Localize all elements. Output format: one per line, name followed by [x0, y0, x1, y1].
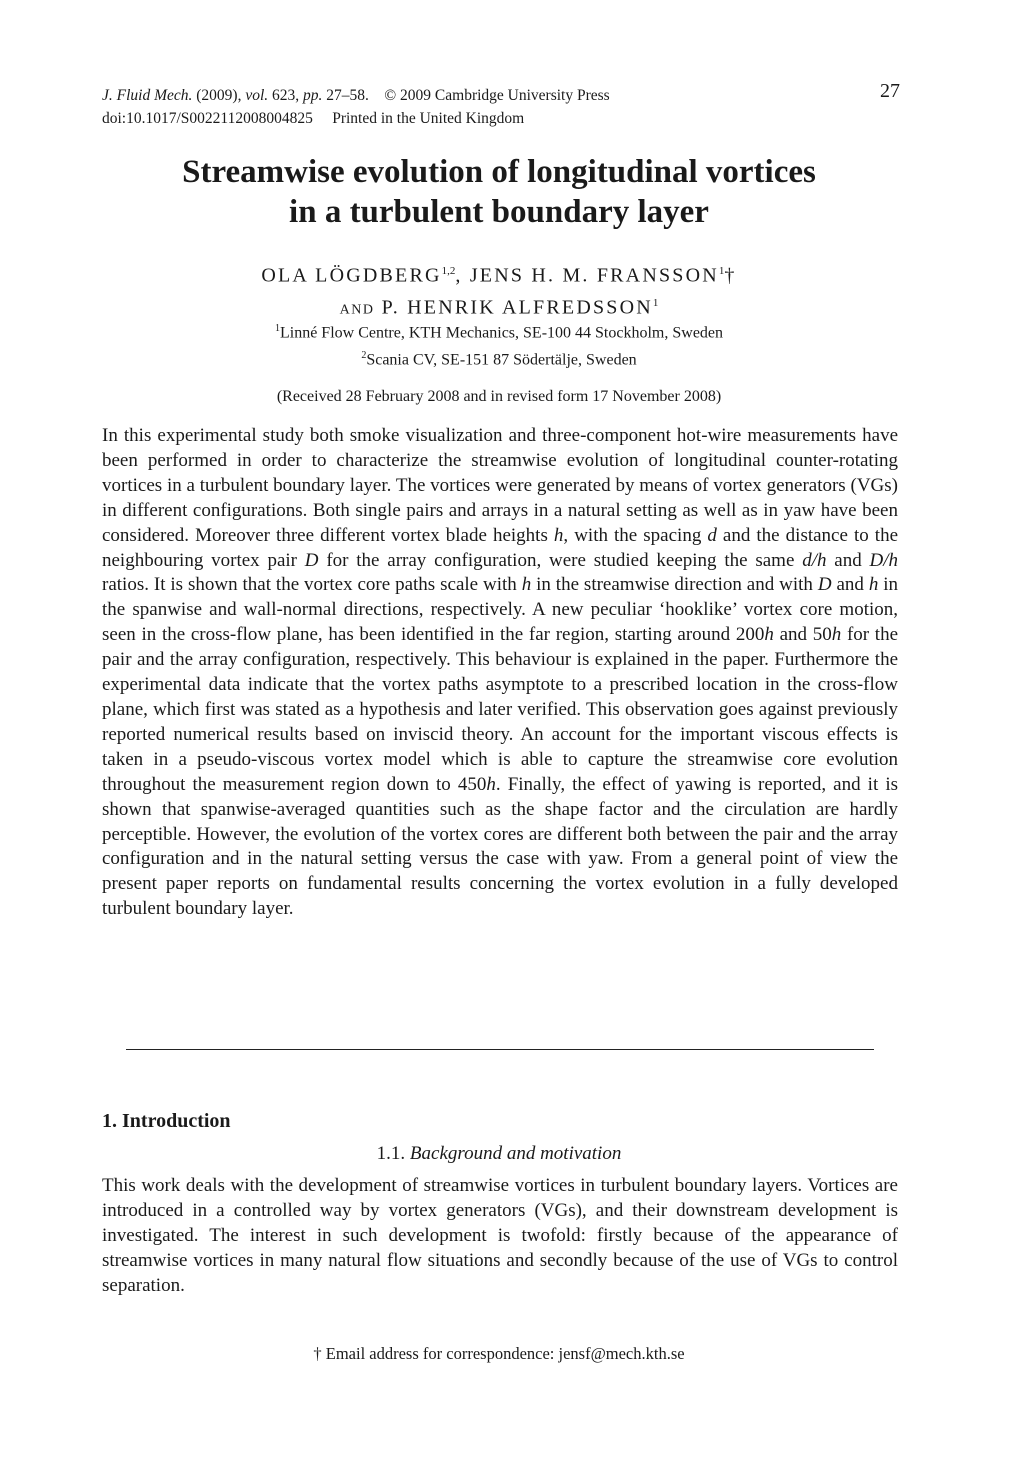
- author-name: P. HENRIK ALFREDSSON: [381, 296, 653, 319]
- affiliation-2: [102, 345, 896, 371]
- page-number: 27: [880, 80, 900, 102]
- doi-line: [102, 107, 902, 130]
- author-line-1: [102, 258, 896, 290]
- abstract: [102, 424, 898, 922]
- math-symbol: h: [868, 574, 879, 596]
- math-symbol: D: [304, 549, 319, 571]
- copyright-notice: © 2009 Cambridge University Press: [384, 87, 610, 104]
- journal-name: J. Fluid Mech.: [102, 87, 193, 104]
- affiliation-sup: 1: [274, 323, 280, 334]
- abstract-text: In this experimental study both smoke visualization and three-component hot-wire measurements have been performed in order to characterize the streamwise evolution of longitudinal counter-rotating vortices in a turbulent boundary layer. The vortices were generated by means of vortex generators (VGs) in different configurations. Both single pairs and arrays in a natural setting as well as in yaw have been considered. Moreover three different vortex blade heights: [102, 425, 898, 546]
- doi: doi:10.1017/S0022112008004825: [102, 110, 313, 127]
- title-line-2: in a turbulent boundary layer: [289, 194, 709, 230]
- abstract-text: . Finally, the effect of yawing is reported, and it is shown that spanwise-averaged quantities such as the shape factor and the circulation are hardly perceptible. However, the evolution of the vortex cores are different both between the pair and the array configuration and in the natural setting versus the case with yaw. From a general point of view the present paper reports on fundamental results concerning the vortex evolution in a fully developed turbulent boundary layer.: [102, 773, 898, 920]
- math-symbol: h: [521, 574, 532, 596]
- abstract-text: and: [831, 574, 869, 596]
- author-affil-sup: 1,2: [441, 265, 456, 277]
- math-symbol: h: [553, 524, 564, 546]
- math-symbol: d/h: [802, 549, 827, 571]
- section-heading: 1. Introduction: [102, 1110, 231, 1132]
- math-symbol: D/h: [869, 549, 898, 571]
- vol-label: vol.: [245, 87, 269, 104]
- journal-year: (2009),: [196, 87, 242, 104]
- corresponding-dagger: †: [724, 264, 737, 287]
- math-symbol: d: [707, 524, 717, 546]
- author-name: OLA LÖGDBERG: [261, 264, 442, 287]
- abstract-text: in the spanwise and wall-normal directions, respectively. A new peculiar ‘hooklike’ vortex core motion, seen in the cross-flow plane, has been identified in the far region, starting around 200: [102, 574, 899, 646]
- footnote: † Email address for correspondence: jensf@mech.kth.se: [313, 1344, 685, 1363]
- intro-paragraph: This work deals with the development of streamwise vortices in turbulent boundary layers. Vortices are introduced in a controlled way by vortex generators (VGs), and their downstream development is investigated. The interest in such development is twofold: firstly because of the appearance of streamwise vortices in many natural flow situations and secondly because of the use of VGs to control separation.: [102, 1175, 898, 1296]
- paper-title: [102, 152, 896, 232]
- math-symbol: h: [831, 624, 842, 646]
- abstract-divider: [126, 1049, 874, 1050]
- abstract-text: in the streamwise direction and with: [531, 574, 818, 596]
- abstract-text: and 50: [773, 624, 832, 646]
- abstract-text: ratios. It is shown that the vortex core paths scale with: [102, 574, 522, 596]
- author-list: [102, 258, 896, 323]
- abstract-text: and: [826, 549, 870, 571]
- journal-pages: 27–58.: [326, 87, 369, 104]
- author-affil-sup: 1: [718, 265, 725, 277]
- author-separator: ,: [455, 264, 470, 287]
- citation-line: [102, 84, 902, 107]
- printed-notice: Printed in the United Kingdom: [332, 110, 525, 127]
- subsection-title: Background and motivation: [409, 1143, 622, 1164]
- affiliation-text: Scania CV, SE-151 87 Södertälje, Sweden: [366, 351, 637, 369]
- abstract-text: and the distance to the neighbouring vortex pair: [102, 524, 898, 571]
- received-dates: (Received 28 February 2008 and in revised form 17 November 2008): [276, 388, 722, 405]
- journal-volume: 623,: [272, 87, 300, 104]
- running-header: [102, 84, 902, 130]
- abstract-text: , with the spacing: [563, 524, 708, 546]
- affiliation-1: [102, 318, 896, 344]
- title-line-1: Streamwise evolution of longitudinal vortices: [182, 154, 816, 190]
- abstract-text: for the pair and the array configuration, respectively. This behaviour is explained in the paper. Furthermore the experimental data indicate that the vortex paths asymptote to a prescribed location in the cross-flow plane, which first was stated as a hypothesis and later verified. This observation goes against previously reported numerical results based on inviscid theory. An account for the important viscous effects is taken in a pseudo-viscous vortex model which is able to capture the streamwise core evolution throughout the measurement region down to 450: [102, 624, 899, 795]
- affiliation-sup: 2: [361, 350, 367, 361]
- pages-label: pp.: [303, 87, 323, 104]
- subsection-heading: [102, 1143, 896, 1165]
- math-symbol: h: [764, 624, 774, 646]
- author-and: AND: [339, 302, 375, 318]
- author-name: JENS H. M. FRANSSON: [469, 264, 719, 287]
- subsection-number: 1.1.: [376, 1143, 410, 1164]
- math-symbol: D: [817, 574, 832, 596]
- math-symbol: h: [486, 773, 496, 795]
- abstract-text: for the array configuration, were studied keeping the same: [318, 549, 803, 571]
- author-affil-sup: 1: [652, 296, 659, 309]
- affiliation-text: Linné Flow Centre, KTH Mechanics, SE-100 44 Stockholm, Sweden: [279, 324, 724, 342]
